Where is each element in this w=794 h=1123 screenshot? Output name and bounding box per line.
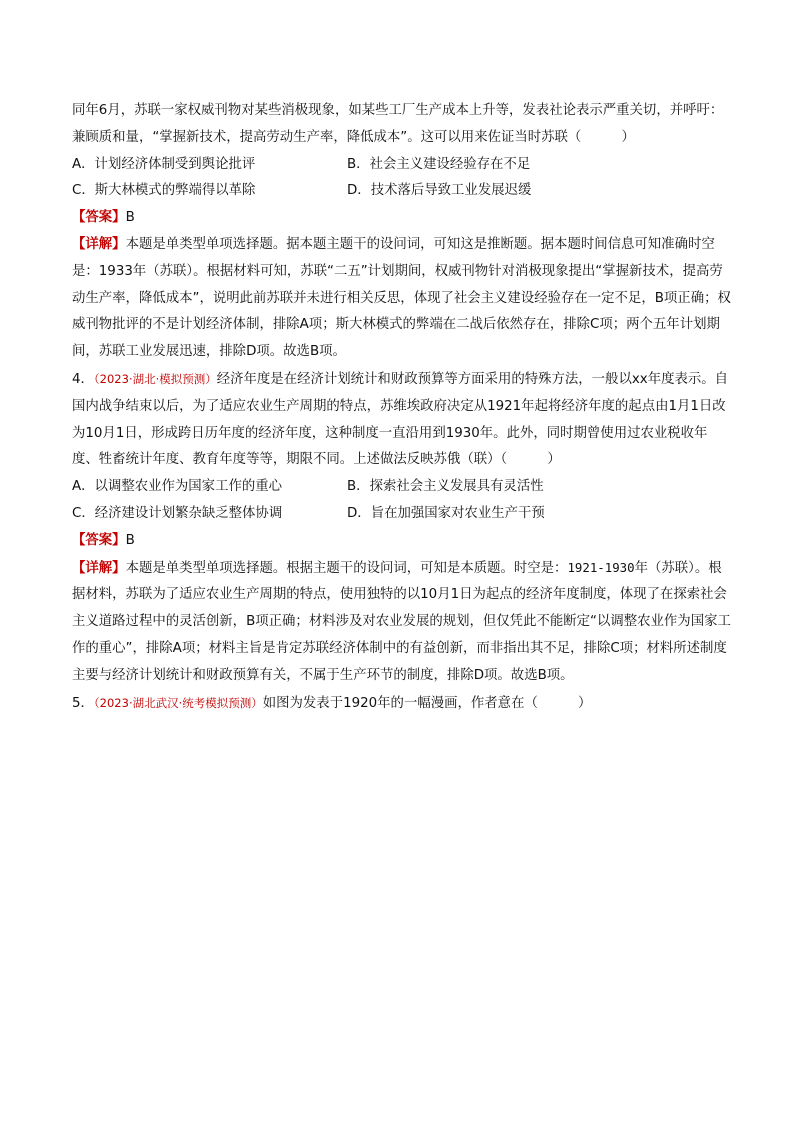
question-4-option-d: D．旨在加强国家对农业生产干预 <box>347 505 545 521</box>
question-4-answer <box>72 528 732 555</box>
detail-text: 本题是单类型单项选择题。据本题主题干的设问词，可知这是推断题。据本题时间信息可知准确时空是：1933年（苏联）。根据材料可知，苏联“二五”计划期间，权威刊物针对消极现象提出“掌握新技术，提高劳动生产率，降低成本”，说明此前苏联并未进行相关反思，体现了社会主义建设经验存在一定不足，B项正确；权威刊物批评的不是计划经济体制，排除A项；斯大林模式的弊端在二战后依然存在，排除C项；两个五年计划期间，苏联工业发展迅速，排除D项。故选B项。 <box>72 236 731 360</box>
question-4-detail <box>72 555 732 690</box>
question-4-options-row-2 <box>72 501 732 528</box>
answer-value: B <box>125 532 135 548</box>
question-4 <box>72 366 732 690</box>
detail-label: 【详解】 <box>72 236 126 252</box>
question-4-option-a: A．以调整农业作为国家工作的重心 <box>72 479 283 495</box>
question-4-option-b: B．探索社会主义发展具有灵活性 <box>347 479 544 495</box>
question-3-option-d: D．技术落后导致工业发展迟缓 <box>347 183 532 199</box>
question-5-stem <box>72 690 732 718</box>
answer-value: B <box>125 210 135 226</box>
question-4-stem <box>72 366 732 474</box>
question-3-option-b: B．社会主义建设经验存在不足 <box>347 156 531 172</box>
answer-label: 【答案】 <box>72 210 126 226</box>
question-5 <box>72 690 732 718</box>
question-3-option-a: A．计划经济体制受到舆论批评 <box>72 156 256 172</box>
question-4-options-row-1 <box>72 474 732 501</box>
detail-text-start: 本题是单类型单项选择题。根据主题干的设问词，可知是本质题。时空是： <box>125 560 568 576</box>
detail-text-rest: 年（苏联）。根据材料，苏联为了适应农业生产周期的特点，使用独特的以10月1日为起点的经济年度制度，体现了在探索社会主义道路过程中的灵活创新，B项正确；材料涉及对农业发展的规划，但仅凭此不能断定“以调整农业作为国家工作的重心”，排除A项；材料主旨是肯定苏联经济体制中的有益创新，而非指出其不足，排除C项；材料所述制度主要与经济计划统计和财政预算有关，不属于生产环节的制度，排除D项。故选B项。 <box>72 560 731 683</box>
question-text: 经济年度是在经济计划统计和财政预算等方面采用的特殊方法，一般以xx年度表示。自国内战争结束以后，为了适应农业生产周期的特点，苏维埃政府决定从1921年起将经济年度的起点由1月1日改为10月1日，形成跨日历年度的经济年度，这种制度一直沿用到1930年。此外，同时期曾使用过农业税收年度、牲畜统计年度、教育年度等等，期限不同。上述做法反映苏俄（联）（ ） <box>72 371 729 468</box>
detail-label: 【详解】 <box>72 560 126 576</box>
question-source: （2023·湖北武汉·统考模拟预测） <box>93 695 263 710</box>
question-3-detail <box>72 232 732 366</box>
document-body <box>72 98 732 717</box>
question-3-stem: 同年6月，苏联一家权威刊物对某些消极现象，如某些工厂生产成本上升等，发表社论表示严重关切，并呼吁：兼顾质和量，“掌握新技术，提高劳动生产率，降低成本”。这可以用来佐证当时苏联（ ） <box>72 103 724 145</box>
question-3-options-row-1 <box>72 152 732 179</box>
detail-years: 1921-1930 <box>567 559 635 575</box>
question-text: 如图为发表于1920年的一幅漫画，作者意在（ ） <box>262 695 592 711</box>
question-3 <box>72 98 732 366</box>
question-number: 4． <box>72 371 94 387</box>
answer-label: 【答案】 <box>72 532 126 548</box>
question-number: 5． <box>72 695 94 711</box>
question-3-answer <box>72 205 732 232</box>
question-source: （2023·湖北·模拟预测） <box>93 371 217 386</box>
question-4-option-c: C．经济建设计划繁杂缺乏整体协调 <box>72 505 283 521</box>
question-3-option-c: C．斯大林模式的弊端得以革除 <box>72 183 256 199</box>
question-3-options-row-2 <box>72 178 732 205</box>
